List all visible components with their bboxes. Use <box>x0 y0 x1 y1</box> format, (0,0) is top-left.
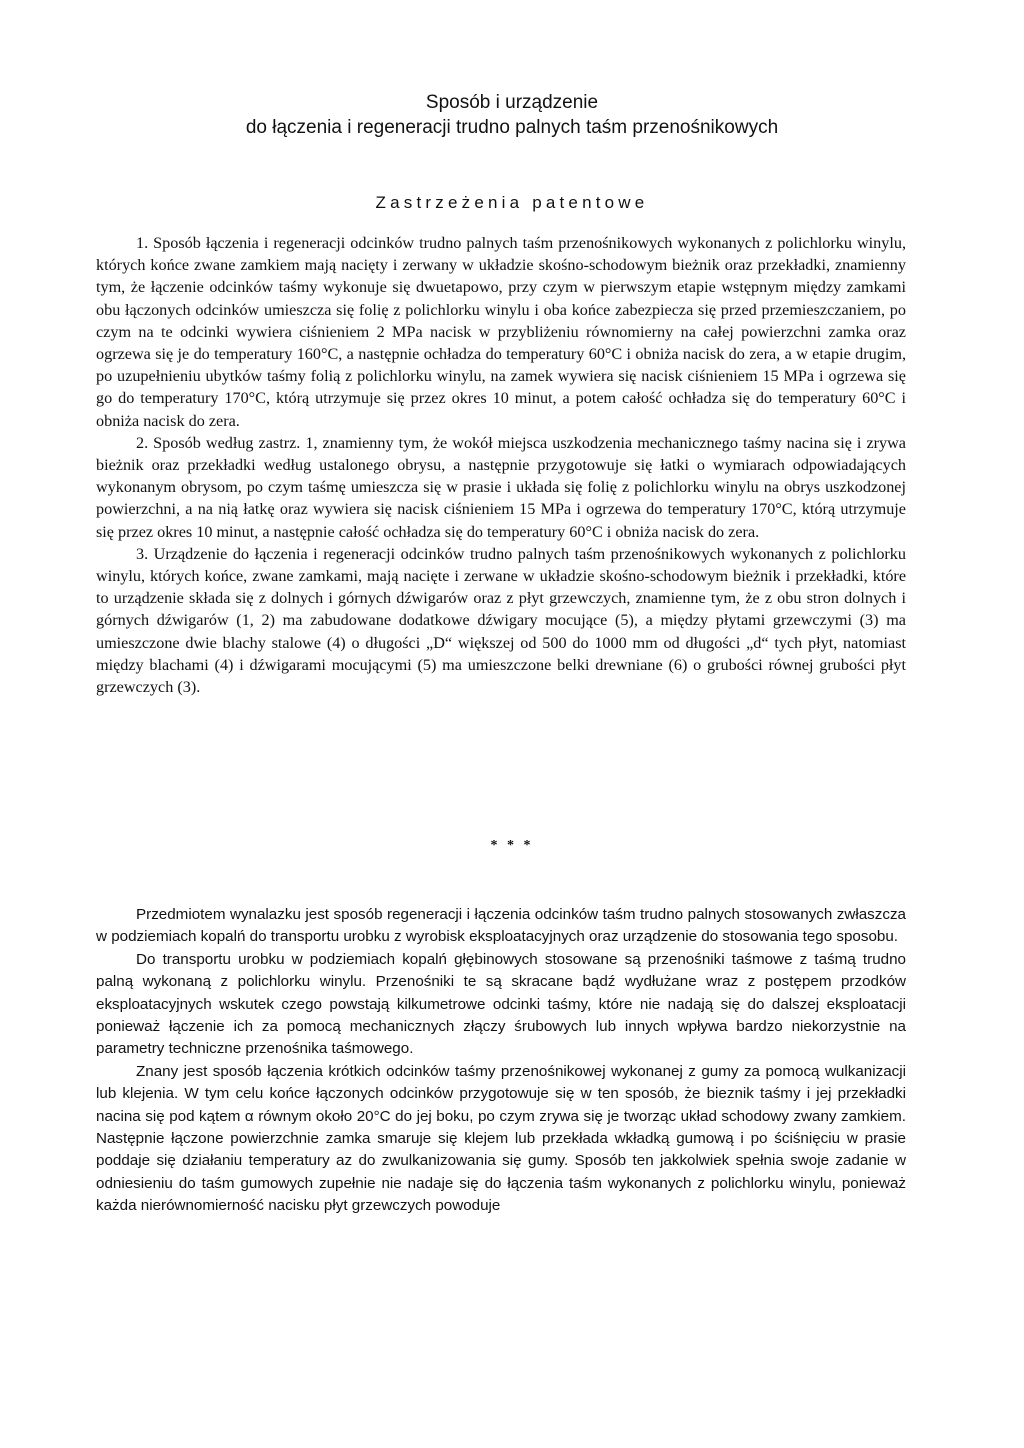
title-line-1: Sposób i urządzenie <box>425 92 599 113</box>
document-title <box>0 90 1024 140</box>
claim-1: 1. Sposób łączenia i regeneracji odcinków trudno palnych taśm przenośnikowych wykonanych z polichlorku winylu, których końce zwane zamkiem mają nacięty i zerwany w układzie skośno-schodowym bieżnik oraz przekładki, znamienny tym, że łączenie odcinków taśmy wykonuje się dwuetapowo, przy czym w pierwszym etapie wstępnym między zamkami obu łączonych odcinków umieszcza się folię z polichlorku winylu i oba końce zabezpiecza się przed przemieszczaniem, po czym na te odcinki wywiera ciśnieniem 2 MPa nacisk w przybliżeniu równomierny na całej powierzchni zamka oraz ogrzewa się je do temperatury 160°C, a następnie ochładza do temperatury 60°C i obniża nacisk do zera, a w etapie drugim, po uzupełnieniu ubytków taśmy folią z polichlorku winylu, na zamek wywiera się nacisk ciśnieniem 15 MPa i ogrzewa się go do temperatury 170°C, którą utrzymuje się przez okres 10 minut, a potem całość ochładza się do temperatury 60°C i obniża nacisk do zera. <box>96 234 906 430</box>
title-line-2: do łączenia i regeneracji trudno palnych taśm przenośnikowych <box>245 117 779 138</box>
description-section <box>96 904 906 1218</box>
description-paragraph-3: Znany jest sposób łączenia krótkich odcinków taśmy przenośnikowej wykonanej z gumy za pomocą wulkanizacji lub klejenia. W tym celu końce łączonych odcinków przygotowuje się w ten sposób, że bieznik taśmy i jej przekładki nacina się pod kątem α równym około 20°C do jej boku, po czym zrywa się je tworząc układ schodowy zwany zamkiem. Następnie łączone powierzchnie zamka smaruje się klejem lub przekłada wkładką gumową i po ściśnięciu w prasie poddaje się działaniu temperatury az do zwulkanizowania się gumy. Sposób ten jakkolwiek spełnia swoje zadanie w odniesieniu do taśm gumowych zupełnie nie nadaje się do łączenia taśm wykonanych z polichlorku winylu, ponieważ każda nierównomierność nacisku płyt grzewczych powoduje <box>96 1062 906 1215</box>
claim-3: 3. Urządzenie do łączenia i regeneracji odcinków trudno palnych taśm przenośnikowych wykonanych z polichlorku winylu, których końce, zwane zamkami, mają nacięte i zerwane w układzie skośno-schodowym bieżnik i przekładki, które to urządzenie składa się z dolnych i górnych dźwigarów oraz z płyt grzewczych, znamienne tym, że z obu stron dolnych i górnych dźwigarów (1, 2) ma zabudowane dodatkowe dźwigary mocujące (5), a między płytami grzewczymi (3) ma umieszczone dwie blachy stalowe (4) o długości „D“ większej od 500 do 1000 mm od długości „d“ tych płyt, natomiast między blachami (4) i dźwigarami mocującymi (5) ma umieszczone belki drewniane (6) o grubości równej grubości płyt grzewczych (3). <box>96 544 906 697</box>
claims-section <box>96 232 906 698</box>
claim-2: 2. Sposób według zastrz. 1, znamienny tym, że wokół miejsca uszkodzenia mechanicznego taśmy nacina się i zrywa bieżnik oraz przekładki według ustalonego obrysu, a następnie przygotowuje się łatki o wymiarach odpowiadających wykonanym obrysom, po czym taśmę umieszcza się w prasie i układa się folię z polichlorku winylu na obrys uszkodzonej powierzchni, a na nią łatkę oraz wywiera się nacisk ciśnieniem 15 MPa i ogrzewa do temperatury 170°C, którą utrzymuje się przez okres 10 minut, a następnie całość ochładza się do temperatury 60°C i obniża nacisk do zera. <box>96 433 906 541</box>
claims-heading: Zastrzeżenia patentowe <box>375 193 649 212</box>
description-paragraph-2: Do transportu urobku w podziemiach kopalń głębinowych stosowane są przenośniki taśmowe z taśmą trudno palną wykonaną z polichlorku winylu. Przenośniki te są skracane bądź wydłużane wraz z postępem przodków eksploatacyjnych wskutek czego powstają kilkumetrowe odcinki taśmy, które nie nadają się do dalszej eksploatacji ponieważ łączenie ich za pomocą mechanicznych złączy śrubowych lub innych wpływa bardzo niekorzystnie na parametry techniczne przenośnika taśmowego. <box>96 950 906 1058</box>
description-paragraph-1: Przedmiotem wynalazku jest sposób regeneracji i łączenia odcinków taśm trudno palnych stosowanych zwłaszcza w podziemiach kopalń do transportu urobku z wyrobisk eksploatacyjnych oraz urządzenie do stosowania tego sposobu. <box>96 906 906 946</box>
section-separator: * * * <box>490 838 534 853</box>
